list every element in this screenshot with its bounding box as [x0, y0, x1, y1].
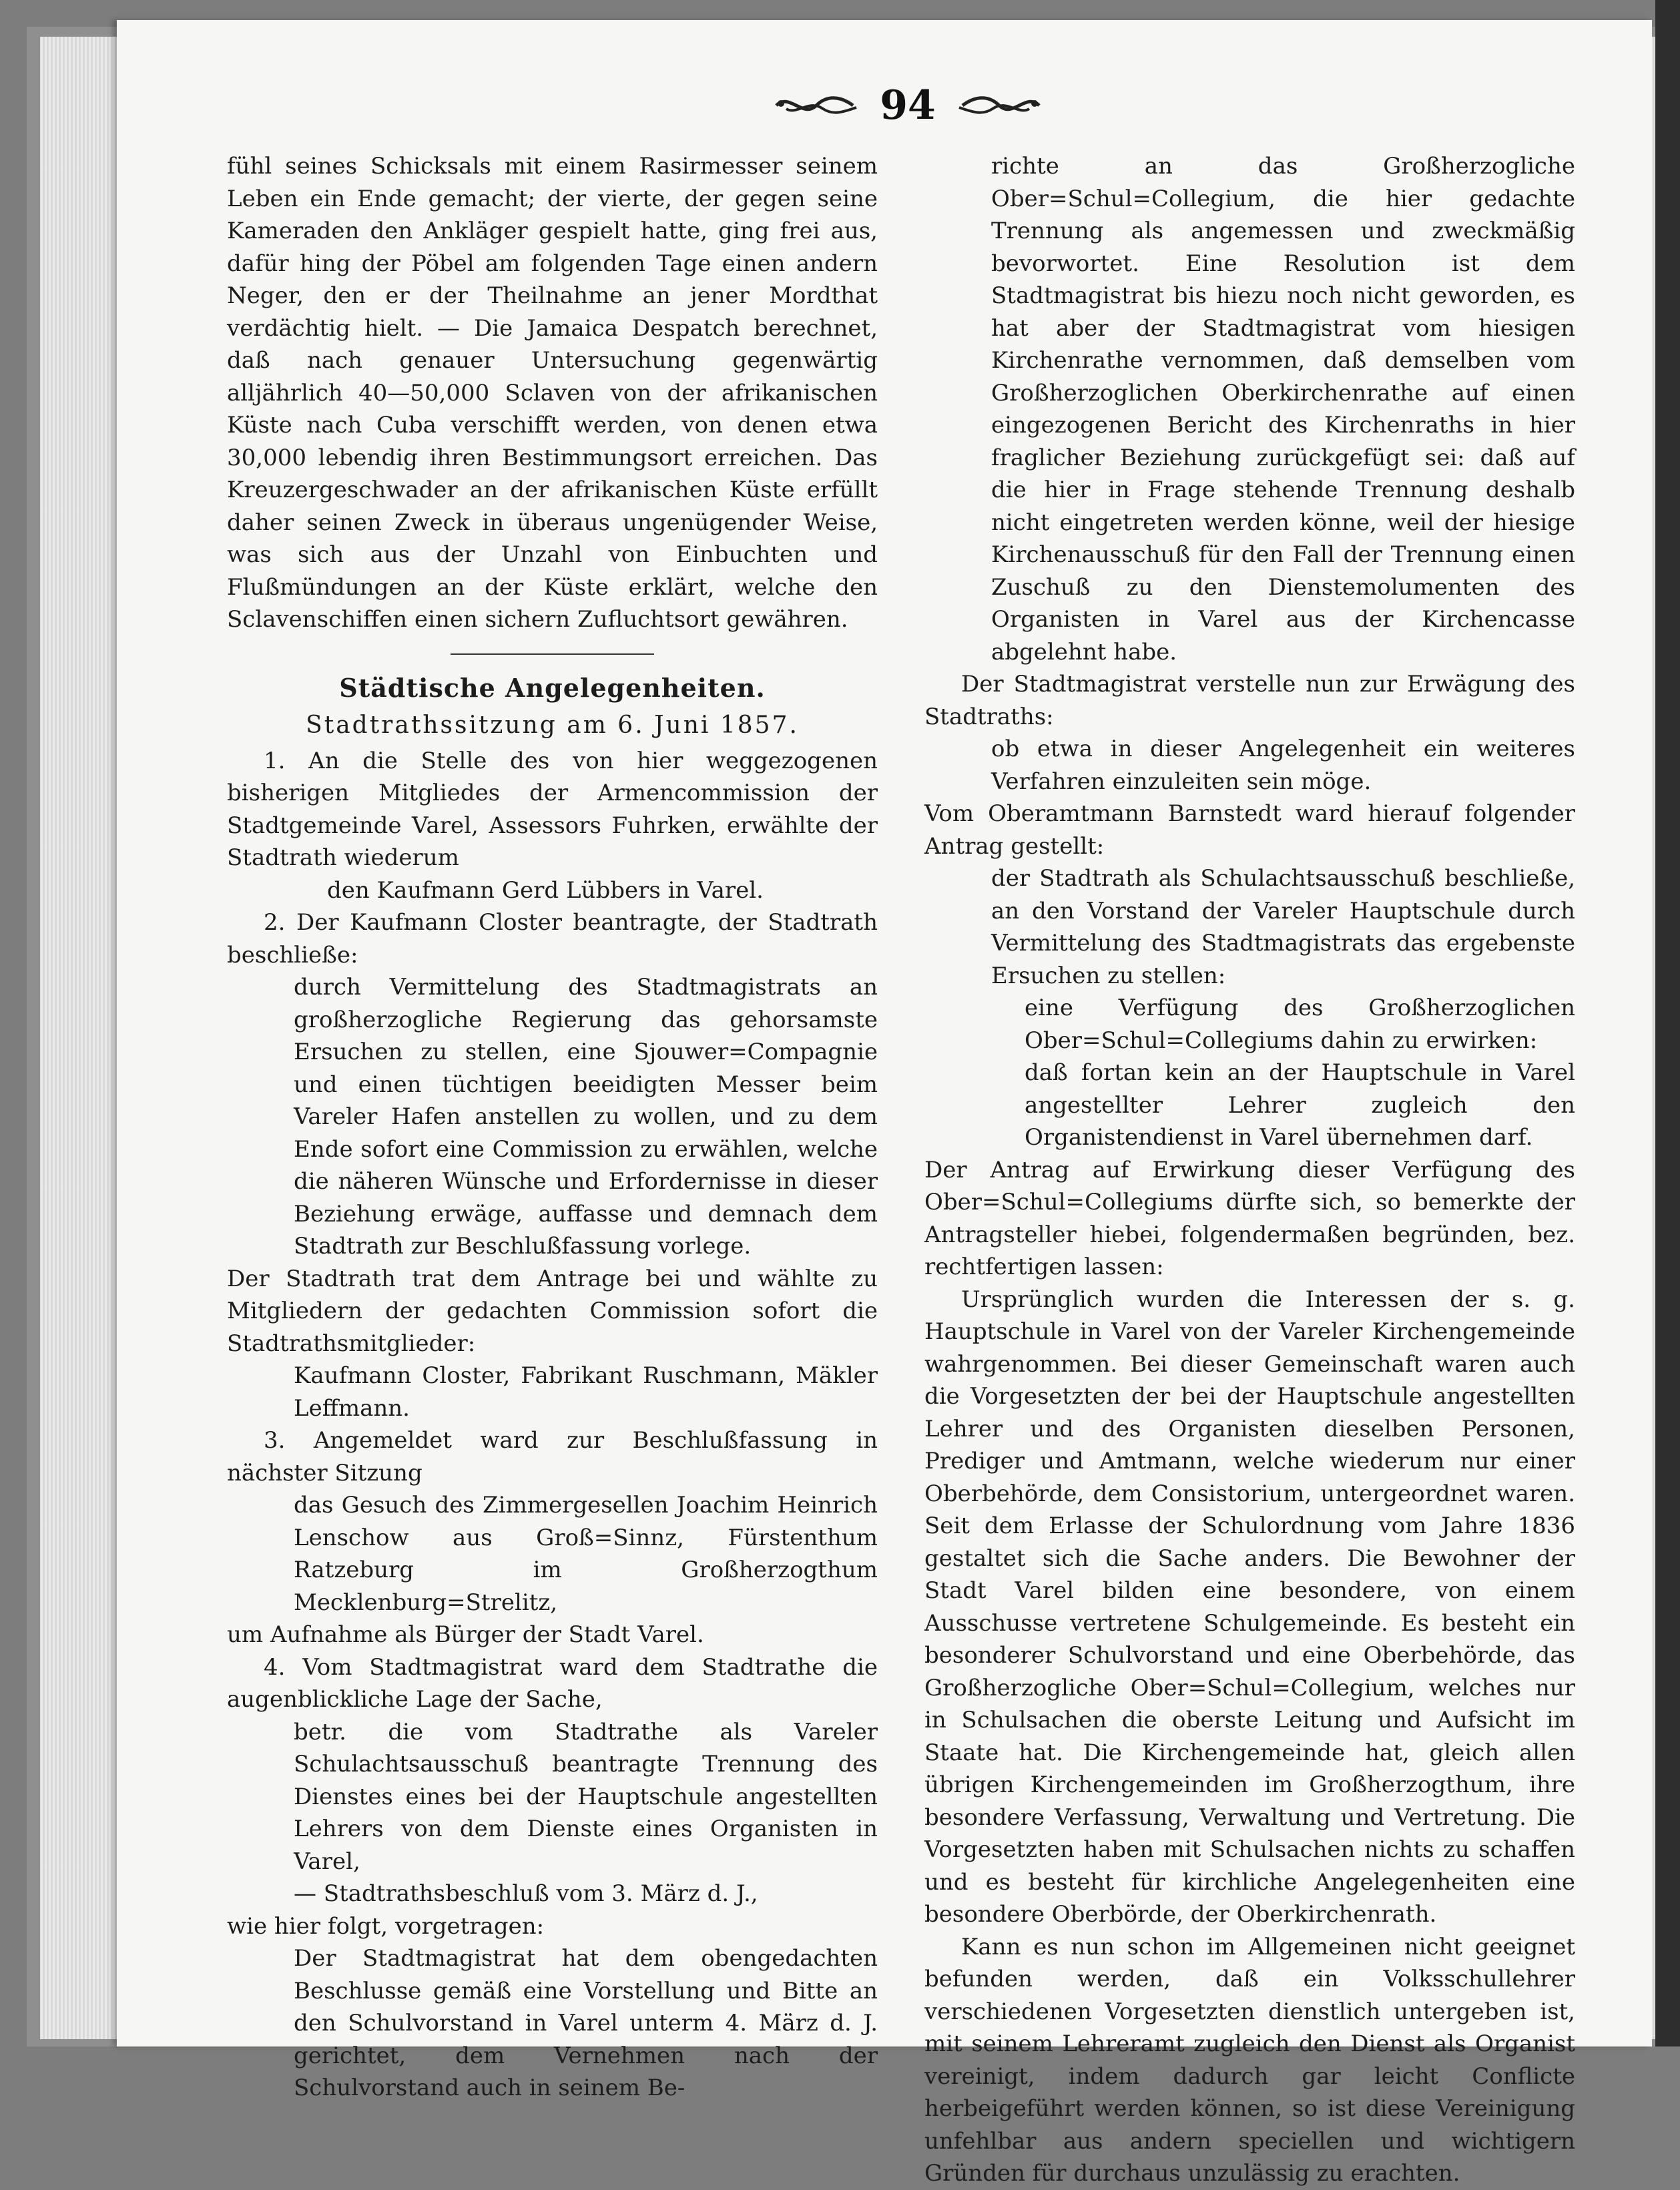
item-4-follows: wie hier folgt, vorgetragen: — [227, 1912, 545, 1940]
section-divider — [451, 653, 654, 655]
motion-subsub: daß fortan kein an der Hauptschule in Varel angestellter Lehrer zugleich den Organistendienst in Varel übernehmen darf. — [1025, 1059, 1575, 1151]
session-title: Stadtrathssitzung am 6. Juni 1857. — [306, 712, 799, 739]
page-number: 94 — [880, 82, 936, 129]
consideration-question: ob etwa in dieser Angelegenheit ein weiteres Verfahren einzuleiten sein möge. — [991, 736, 1575, 795]
right-ornament-icon — [956, 89, 1043, 122]
item-2-decision: Der Stadtrath trat dem Antrage bei und wählte zu Mitgliedern der gedachten Commission sofort die Stadtrathsmitglieder: — [227, 1265, 878, 1357]
paragraph-report: richte an das Großherzogliche Ober=Schul=Collegium, die hier gedachte Trennung als angemessen und zweckmäßig bevorwortet. Eine Resolution ist dem Stadtmagistrat bis hiezu noch nicht geworden, es hat aber der Stadtmagistrat vom hiesigen Kirchenrathe vernommen, daß demselben vom Großherzoglichen Oberkirchenrathe auf einen eingezogenen Bericht des Kirchenraths in hier fraglicher Beziehung zurückgefügt sei: daß auf die hier in Frage stehende Trennung deshalb nicht eingetreten werden könne, weil der hiesige Kirchenausschuß für den Fall der Trennung einen Zuschuß zu den Dienstemolumenten des Organisten in Varel aus der Kirchencasse abgelehnt habe. — [991, 153, 1575, 665]
paragraph-motion-intro: Vom Oberamtmann Barnstedt ward hierauf folgender Antrag gestellt: — [924, 800, 1575, 860]
item-1: 1. An die Stelle des von hier weggezogenen bisherigen Mitgliedes der Armencommission der Stadtgemeinde Varel, Assessors Fuhrken, erwählte der Stadtrath wiederum — [227, 747, 878, 871]
motion-sub: eine Verfügung des Großherzoglichen Ober=Schul=Collegiums dahin zu erwirken: — [1025, 995, 1575, 1054]
item-4-reference: — Stadtrathsbeschluß vom 3. März d. J., — [294, 1880, 758, 1907]
scan-border — [1655, 0, 1680, 2046]
page-header — [761, 79, 1055, 132]
right-column — [924, 150, 1575, 2187]
item-4-text: Der Stadtmagistrat hat dem obengedachten Beschlusse gemäß eine Vorstellung und Bitte an den Schulvorstand in Varel unterm 4. März d. J. gerichtet, dem Vernehmen nach der Schulvorstand auch in seinem Be- — [294, 1945, 878, 2101]
item-4-subject: betr. die vom Stadtrathe als Vareler Schulachtsausschuß beantragte Trennung des Dienstes eines bei der Hauptschule angestellten Lehrers von dem Dienste eines Organisten in Varel, — [294, 1718, 878, 1875]
motion-text: der Stadtrath als Schulachtsausschuß beschließe, an den Vorstand der Vareler Hauptschule durch Vermittelung des Stadtmagistrats das ergebenste Ersuchen zu stellen: — [991, 865, 1575, 989]
item-2-members: Kaufmann Closter, Fabrikant Ruschmann, Mäkler Leffmann. — [294, 1362, 878, 1422]
paragraph-justification: Der Antrag auf Erwirkung dieser Verfügung des Ober=Schul=Collegiums dürfte sich, so bemerkte der Antragsteller hiebei, folgendermaßen begründen, bez. rechtfertigen lassen: — [924, 1156, 1575, 1280]
left-column — [227, 150, 878, 2101]
item-3: 3. Angemeldet ward zur Beschlußfassung in nächster Sitzung — [227, 1427, 878, 1486]
left-ornament-icon — [773, 89, 860, 122]
paragraph-consideration: Der Stadtmagistrat verstelle nun zur Erwägung des Stadtraths: — [924, 671, 1575, 730]
item-2-motion: durch Vermittelung des Stadtmagistrats an großherzogliche Regierung das gehorsamste Ersuchen zu stellen, eine Sjouwer=Compagnie und einen tüchtigen beeidigten Messer beim Vareler Hafen anstellen zu wollen, und zu dem Ende sofort eine Commission zu erwählen, welche die näheren Wünsche und Erfordernisse in dieser Beziehung erwäge, auffasse und demnach dem Stadtrath zur Beschlußfassung vorlege. — [294, 974, 878, 1260]
item-1-name: den Kaufmann Gerd Lübbers in Varel. — [327, 876, 764, 904]
paragraph-conclusion: Kann es nun schon im Allgemeinen nicht geeignet befunden werden, daß ein Volksschullehrer verschiedenen Vorgesetzten dienstlich untergeben ist, mit seinem Lehreramt zugleich den Dienst als Organist vereinigt, indem dadurch gar leicht Conflicte herbeigeführt werden können, so ist diese Vereinigung unfehlbar aus andern speciellen und wichtigern Gründen für durchaus unzulässig zu erachten. — [924, 1933, 1575, 2187]
item-4: 4. Vom Stadtmagistrat ward dem Stadtrathe die augenblickliche Lage der Sache, — [227, 1653, 878, 1713]
paragraph-history: Ursprünglich wurden die Interessen der s. g. Hauptschule in Varel von der Vareler Kirchengemeinde wahrgenommen. Bei dieser Gemeinschaft waren auch die Vorgesetzten der bei der Hauptschule angestellten Lehrer und des Organisten dieselben Personen, Prediger und Amtmann, welche wiederum nur einer Oberbehörde, dem Consistorium, untergeordnet waren. Seit dem Erlasse der Schulordnung vom Jahre 1836 gestaltet sich die Sache anders. Die Bewohner der Stadt Varel bilden eine besondere, von einem Ausschusse vertretene Schulgemeinde. Es besteht ein besonderer Schulvorstand und eine Oberbehörde, das Großherzogliche Ober=Schul=Collegium, welches nur in Schulsachen die oberste Leitung und Aufsicht im Staate hat. Die Kirchengemeinde hat, gleich allen übrigen Kirchengemeinden im Großherzogthum, ihre besondere Verfassung, Verwaltung und Vertretung. Die Vorgesetzten haben mit Schulsachen nichts zu schaffen und es besteht für kirchliche Angelegenheiten eine besondere Oberbörde, der Oberkirchenrath. — [924, 1286, 1575, 1928]
item-3-petition: das Gesuch des Zimmergesellen Joachim Heinrich Lenschow aus Groß=Sinnz, Fürstenthum Ratzeburg im Großherzogthum Mecklenburg=Strelitz, — [294, 1492, 878, 1616]
paragraph-slave-trade: fühl seines Schicksals mit einem Rasirmesser seinem Leben ein Ende gemacht; der vierte, der gegen seine Kameraden den Ankläger gespielt hatte, ging frei aus, dafür hing der Pöbel am folgenden Tage einen andern Neger, den er der Theilnahme an jener Mordthat verdächtig hielt. — Die Jamaica Despatch berechnet, daß nach genauer Untersuchung gegenwärtig alljährlich 40—50,000 Sclaven von der afrikanischen Küste nach Cuba verschifft werden, von denen etwa 30,000 lebendig ihren Bestimmungsort erreichen. Das Kreuzergeschwader an der afrikanischen Küste erfüllt daher seinen Zweck in überaus ungenügender Weise, was sich aus der Unzahl von Einbuchten und Flußmündungen an der Küste erklärt, welche den Sclavenschiffen einen sichern Zufluchtsort gewähren. — [227, 153, 878, 633]
item-2: 2. Der Kaufmann Closter beantragte, der Stadtrath beschließe: — [227, 909, 878, 969]
section-title: Städtische Angelegenheiten. — [339, 672, 766, 703]
item-3-purpose: um Aufnahme als Bürger der Stadt Varel. — [227, 1621, 704, 1648]
